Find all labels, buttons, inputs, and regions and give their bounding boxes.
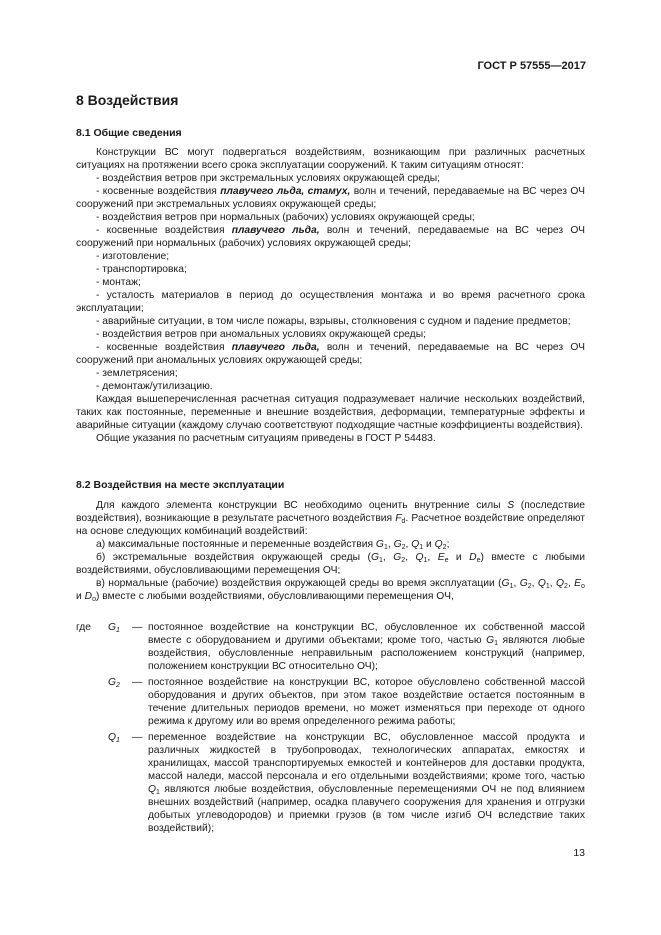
list-item: - воздействия ветров при аномальных условиях окружающей среды; [96, 329, 426, 340]
list-item: - землетрясения; [96, 368, 178, 379]
definition-text: переменное воздействие на конструкции ВС, обусловленное массой продукта и различных жидкостей в трубопроводах, технологических аппаратах, емкостях и хранилищах, массой транспортируемых емкостей и контейнеров для доставки продукта, массой наледи, массой персонала и его отдельными воздействиями; кроме того, частью $Q_1$ являются любые воздействия, обусловленные перемещениями ОЧ не под влиянием внешних воздействий (например, осадка плавучего сооружения для хранения и отгрузки добытых углеводородов) и приемки грузов (в том числе изгиб ОЧ вследствие таких воздействий); [148, 732, 585, 834]
page-number: 13 [573, 847, 585, 859]
subsection-title-8-2: 8.2 Воздействия на месте эксплуатации [76, 479, 285, 491]
subsection-title-8-1: 8.1 Общие сведения [76, 127, 182, 139]
combination-b: б) экстремальные воздействия окружающей среды ($G_1$, $G_2$, $Q_1$, $E_e$ и $D_e$) вместе с любыми воздействиями, обусловливающими перемещения ОЧ; [76, 552, 585, 576]
list-item: - усталость материалов в период до осуществления монтажа и во время расчетного срока эксплуатации; [76, 290, 585, 314]
body-paragraph: Каждая вышеперечисленная расчетная ситуация подразумевает наличие нескольких воздействий, таких как постоянные, переменные и внешние воздействия, деформации, температурные эффекты и аварийные ситуации (каждому случаю соответствуют подходящие частные коэффициенты воздействия). [76, 394, 585, 431]
list-item: - аварийные ситуации, в том числе пожары, взрывы, столкновения с судном и падение предметов; [96, 316, 571, 327]
list-item: - косвенные воздействия плавучего льда, стамух, волн и течений, передаваемые на ВС через ОЧ сооружений при экстремальных условиях окружающей среды; [76, 186, 586, 210]
combination-a: а) максимальные постоянные и переменные воздействия $G_1$, $G_2$, $Q_1$ и $Q_2$; [96, 539, 450, 551]
symbol: $G_2$ [108, 677, 120, 689]
definition-g2: $G_2$ — постоянное воздействие на конструкции ВС, которое обусловлено собственной массой оборудования и других объектов, при этом такое воздействие остается постоянным в течение длительных периодов времени, но может изменяться при переходе от одного режима к другому или во время определенного режима работы; [108, 677, 585, 727]
list-item: - демонтаж/утилизацию. [96, 381, 213, 392]
symbol-definitions [76, 621, 585, 835]
where-label: где [76, 622, 92, 633]
combination-c: в) нормальные (рабочие) воздействия окружающей среды во время эксплуатации ($G_1$, $G_2$, $Q_1$, $Q_2$, $E_o$ и $D_o$) вместе с любыми воздействиями, обусловливающими перемещения ОЧ, [76, 578, 585, 603]
definition-q1: $Q_1$ — переменное воздействие на конструкции ВС, обусловленное массой продукта и различных жидкостей в трубопроводах, технологических аппаратах, емкостях и хранилищах, массой транспортируемых емкостей и контейнеров для доставки продукта, массой наледи, массой персонала и его отдельными воздействиями; кроме того, частью $Q_1$ являются любые воздействия, обусловленные перемещениями ОЧ не под влиянием внешних воздействий (например, осадка плавучего сооружения для хранения и отгрузки добытых углеводородов) и приемки грузов (в том числе изгиб ОЧ вследствие таких воздействий); [108, 732, 585, 834]
list-item: - монтаж; [96, 277, 141, 288]
symbol: $G_1$ [108, 622, 120, 634]
list-item: - воздействия ветров при экстремальных условиях окружающей среды; [96, 173, 441, 184]
list-item: - транспортировка; [96, 264, 187, 275]
list-item: - косвенные воздействия плавучего льда, волн и течений, передаваемые на ВС через ОЧ сооружений при аномальных условиях окружающей среды; [76, 342, 585, 366]
list-item: - воздействия ветров при нормальных (рабочих) условиях окружающей среды; [96, 212, 475, 223]
definition-text: постоянное воздействие на конструкции ВС, обусловленное их собственной массой вместе с оборудованием и другими объектами; кроме того, частью $G_1$ являются любые воздействия, обусловленные неправильным расположением конструкций (например, положением конструкции ВС относительно ОЧ); [148, 622, 585, 672]
intro-paragraph: Конструкции ВС могут подвергаться воздействиям, возникающим при различных расчетных ситуациях на протяжении всего срока эксплуатации сооружений. К таким ситуациям относят: [76, 147, 585, 171]
definition-g1: где $G_1$ — постоянное воздействие на конструкции ВС, обусловленное их собственной массой вместе с оборудованием и другими объектами; кроме того, частью $G_1$ являются любые воздействия, обусловленные неправильным расположением конструкций (например, положением конструкции ВС относительно ОЧ); [76, 622, 585, 672]
section-8-1-body [76, 146, 585, 445]
list-item: - косвенные воздействия плавучего льда, волн и течений, передаваемые на ВС через ОЧ сооружений при нормальных (рабочих) условиях окружающей среды; [76, 225, 585, 249]
body-paragraph: Общие указания по расчетным ситуациям приведены в ГОСТ Р 54483. [96, 433, 436, 444]
standard-header: ГОСТ Р 57555—2017 [477, 60, 586, 72]
definition-text: постоянное воздействие на конструкции ВС, которое обусловлено собственной массой оборудования и других объектов, при этом такое воздействие остается постоянным в течение длительных периодов времени, но может изменяться при переходе от одного режима к другому или во время определенного режима работы; [148, 677, 585, 727]
body-paragraph: Для каждого элемента конструкции ВС необходимо оценить внутренние силы S (последствие воздействия), возникающие в результате расчетного воздействия $F_d$. Расчетное воздействие определяют на основе следующих комбинаций воздействий: [76, 500, 585, 537]
section-8-2-body [76, 499, 585, 603]
list-item: - изготовление; [96, 251, 170, 262]
section-title: 8 Воздействия [76, 92, 179, 108]
symbol: $Q_1$ [108, 732, 120, 744]
